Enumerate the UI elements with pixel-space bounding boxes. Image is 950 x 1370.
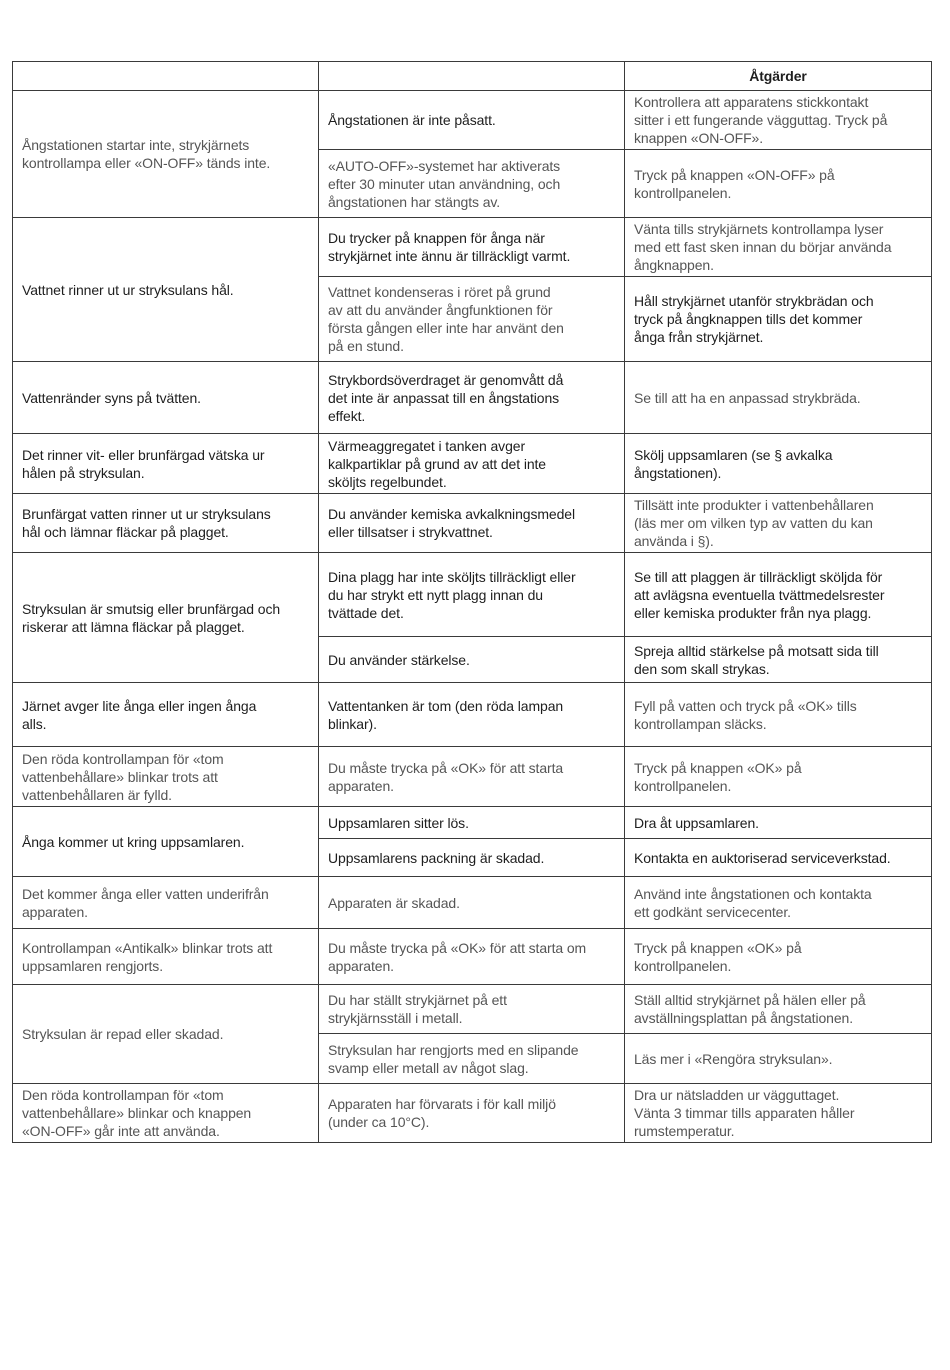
cause-cell: Apparaten är skadad. bbox=[319, 877, 625, 929]
table-row bbox=[13, 494, 932, 553]
action-cell: Se till att ha en anpassad strykbräda. bbox=[625, 362, 932, 434]
cause-cell: Du använder stärkelse. bbox=[319, 637, 625, 683]
action-cell: Tryck på knappen «ON-OFF» på kontrollpanelen. bbox=[625, 150, 932, 218]
table-row bbox=[13, 747, 932, 807]
table-row bbox=[13, 683, 932, 747]
problem-cell: Vattnet rinner ut ur stryksulans hål. bbox=[13, 218, 319, 362]
action-cell: Vänta tills strykjärnets kontrollampa lyser med ett fast sken innan du börjar använda ångknappen. bbox=[625, 218, 932, 277]
cause-cell: Du måste trycka på «OK» för att starta apparaten. bbox=[319, 747, 625, 807]
header-problem bbox=[13, 62, 319, 91]
table-row bbox=[13, 218, 932, 277]
table-row bbox=[13, 434, 932, 494]
action-cell: Skölj uppsamlaren (se § avkalka ångstationen). bbox=[625, 434, 932, 494]
action-cell: Kontakta en auktoriserad serviceverkstad. bbox=[625, 839, 932, 877]
cause-cell: Uppsamlarens packning är skadad. bbox=[319, 839, 625, 877]
action-cell: Använd inte ångstationen och kontakta ett godkänt servicecenter. bbox=[625, 877, 932, 929]
action-cell: Kontrollera att apparatens stickkontakt sitter i ett fungerande vägguttag. Tryck på knappen «ON-OFF». bbox=[625, 91, 932, 150]
table-row bbox=[13, 807, 932, 839]
action-cell: Dra åt uppsamlaren. bbox=[625, 807, 932, 839]
problem-cell: Det rinner vit- eller brunfärgad vätska ur hålen på stryksulan. bbox=[13, 434, 319, 494]
cause-cell: Vattnet kondenseras i röret på grund av att du använder ångfunktionen för första gången eller inte har använt den på en stund. bbox=[319, 277, 625, 362]
problem-cell: Den röda kontrollampan för «tom vattenbehållare» blinkar och knappen «ON-OFF» går inte att använda. bbox=[13, 1084, 319, 1143]
problem-cell: Brunfärgat vatten rinner ut ur stryksulans hål och lämnar fläckar på plagget. bbox=[13, 494, 319, 553]
problem-cell: Det kommer ånga eller vatten underifrån apparaten. bbox=[13, 877, 319, 929]
cause-cell: Apparaten har förvarats i för kall miljö (under ca 10°C). bbox=[319, 1084, 625, 1143]
cause-cell: Ångstationen är inte påsatt. bbox=[319, 91, 625, 150]
table-header-row bbox=[13, 62, 932, 91]
header-action: Åtgärder bbox=[625, 62, 932, 91]
action-cell: Tryck på knappen «OK» på kontrollpanelen. bbox=[625, 747, 932, 807]
table-row bbox=[13, 553, 932, 637]
table-row bbox=[13, 91, 932, 150]
problem-cell: Stryksulan är repad eller skadad. bbox=[13, 985, 319, 1084]
table-row bbox=[13, 1084, 932, 1143]
cause-cell: Du måste trycka på «OK» för att starta om apparaten. bbox=[319, 929, 625, 985]
cause-cell: Du använder kemiska avkalkningsmedel eller tillsatser i strykvattnet. bbox=[319, 494, 625, 553]
problem-cell: Kontrollampan «Antikalk» blinkar trots att uppsamlaren rengjorts. bbox=[13, 929, 319, 985]
table-row bbox=[13, 362, 932, 434]
problem-cell: Ånga kommer ut kring uppsamlaren. bbox=[13, 807, 319, 877]
action-cell: Håll strykjärnet utanför strykbrädan och tryck på ångknappen tills det kommer ånga från strykjärnet. bbox=[625, 277, 932, 362]
cause-cell: «AUTO-OFF»-systemet har aktiverats efter 30 minuter utan användning, och ångstationen har stängts av. bbox=[319, 150, 625, 218]
cause-cell: Stryksulan har rengjorts med en slipande svamp eller metall av något slag. bbox=[319, 1034, 625, 1084]
action-cell: Se till att plaggen är tillräckligt sköljda för att avlägsna eventuella tvättmedelsrester eller kemiska produkter från nya plagg. bbox=[625, 553, 932, 637]
cause-cell: Värmeaggregatet i tanken avger kalkpartiklar på grund av att det inte sköljts regelbundet. bbox=[319, 434, 625, 494]
table-body bbox=[13, 91, 932, 1143]
problem-cell: Den röda kontrollampan för «tom vattenbehållare» blinkar trots att vattenbehållaren är fylld. bbox=[13, 747, 319, 807]
troubleshooting-table bbox=[12, 61, 932, 1143]
problem-cell: Stryksulan är smutsig eller brunfärgad och riskerar att lämna fläckar på plagget. bbox=[13, 553, 319, 683]
table-row bbox=[13, 985, 932, 1034]
action-cell: Tryck på knappen «OK» på kontrollpanelen. bbox=[625, 929, 932, 985]
cause-cell: Vattentanken är tom (den röda lampan blinkar). bbox=[319, 683, 625, 747]
problem-cell: Järnet avger lite ånga eller ingen ånga alls. bbox=[13, 683, 319, 747]
action-cell: Spreja alltid stärkelse på motsatt sida till den som skall strykas. bbox=[625, 637, 932, 683]
action-cell: Fyll på vatten och tryck på «OK» tills kontrollampan släcks. bbox=[625, 683, 932, 747]
action-cell: Ställ alltid strykjärnet på hälen eller på avställningsplattan på ångstationen. bbox=[625, 985, 932, 1034]
problem-cell: Ångstationen startar inte, strykjärnets kontrollampa eller «ON-OFF» tänds inte. bbox=[13, 91, 319, 218]
table-row bbox=[13, 929, 932, 985]
action-cell: Tillsätt inte produkter i vattenbehållaren (läs mer om vilken typ av vatten du kan använda i §). bbox=[625, 494, 932, 553]
cause-cell: Du trycker på knappen för ånga när strykjärnet inte ännu är tillräckligt varmt. bbox=[319, 218, 625, 277]
problem-cell: Vattenränder syns på tvätten. bbox=[13, 362, 319, 434]
cause-cell: Du har ställt strykjärnet på ett strykjärnsställ i metall. bbox=[319, 985, 625, 1034]
header-cause bbox=[319, 62, 625, 91]
action-cell: Läs mer i «Rengöra stryksulan». bbox=[625, 1034, 932, 1084]
cause-cell: Uppsamlaren sitter lös. bbox=[319, 807, 625, 839]
table-row bbox=[13, 877, 932, 929]
cause-cell: Strykbordsöverdraget är genomvått då det inte är anpassat till en ångstations effekt. bbox=[319, 362, 625, 434]
cause-cell: Dina plagg har inte sköljts tillräckligt eller du har strykt ett nytt plagg innan du tvättade det. bbox=[319, 553, 625, 637]
action-cell: Dra ur nätsladden ur vägguttaget. Vänta 3 timmar tills apparaten håller rumstemperatur. bbox=[625, 1084, 932, 1143]
